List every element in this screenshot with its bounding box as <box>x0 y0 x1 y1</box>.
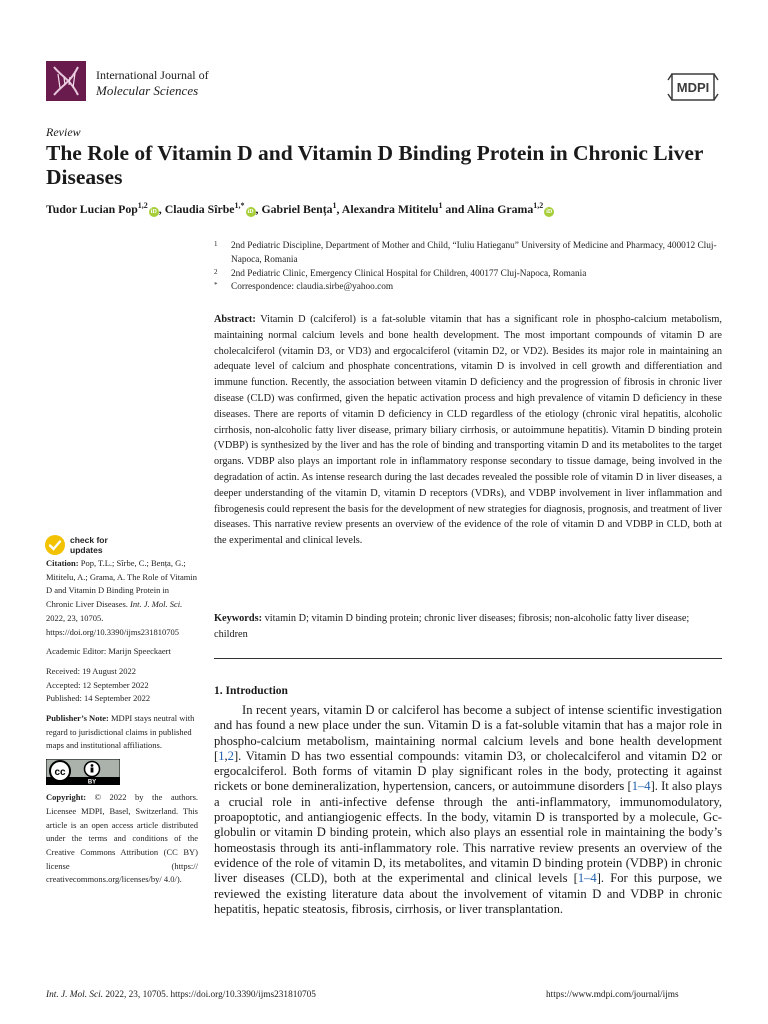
affiliations <box>214 240 724 295</box>
introduction-text: ]. For this purpose, we reviewed the existing literature data about the involvement of vitamin D and VDBP in chronic hepatitis, hepatic steatosis, fibrosis, cirrhosis, or liver transplantation. <box>214 871 722 916</box>
cc-by-text: BY <box>87 779 97 786</box>
abstract-label: Abstract: <box>214 314 256 325</box>
keywords <box>214 611 722 643</box>
citation-journal: Int. J. Mol. Sci. <box>130 599 183 610</box>
author-separator: , <box>336 201 342 216</box>
check-for-updates-label: check for updates <box>70 535 108 555</box>
affiliation-text: Correspondence: claudia.sirbe@yahoo.com <box>231 282 394 293</box>
author-affiliation-marker: 1,* <box>234 201 245 210</box>
introduction-text: In recent years, vitamin D or calciferol has become a subject of intense scientific investigation and has found a new place under the sun. Vitamin D is a fat-soluble vitamin that has a major role in phospho-calcium metabolism, maintaining normal calcium levels and bone health development [ <box>214 703 722 763</box>
journal-name-line2: Molecular Sciences <box>96 83 199 98</box>
abstract-text: Vitamin D (calciferol) is a fat-soluble vitamin that has a significant role in phospho-calcium metabolism, maintaining normal calcium levels and bone health development. The most important compounds of vitamin D are cholecalciferol (vitamin D3, or VD3) and ergocalciferol (vitamin D2, or VD2). Besides its major role in maintaining an adequate level of calcium and phosphate concentrations, vitamin D is involved in cell growth and differentiation and immune function. Recently, the association between vitamin D deficiency and the progression of fibrosis in chronic liver disease (CLD) was confirmed, given the hepatic activation process and high prevalence of vitamin D deficiency in these diseases. There are reports of vitamin D deficiency in CLD regardless of the etiology (chronic viral hepatitis, alcoholic cirrhosis, non-alcoholic fatty liver disease, primary biliary cirrhosis, or autoimmune hepatitis). Vitamin D binding protein (VDBP) is synthesized by the liver and has the role of binding and transporting vitamin D and its metabolites to the target organs. VDBP also plays an important role in inflammatory response secondary to tissue damage, being involved in the degradation of actin. As intense research during the last decades revealed the possible role of vitamin D in liver diseases, a deeper understanding of the vitamin D, vitamin D receptors (VDRs), and VDBP involvement in liver inflammation and fibrogenesis could represent the basis for the development of new strategies for diagnosis, prognosis, and treatment of liver diseases. This narrative review presents an overview of the evidence of the role of vitamin D and VDBP in CLD, both at the experimental and clinical levels. <box>214 314 722 547</box>
check-for-updates-icon <box>44 534 66 556</box>
affiliation-item <box>214 240 724 268</box>
received-date: Received: 19 August 2022 <box>46 665 136 676</box>
affiliation-marker: 1 <box>214 240 218 248</box>
introduction-paragraph <box>214 703 722 917</box>
journal-name <box>96 68 209 98</box>
affiliation-marker: 2 <box>214 267 218 276</box>
author-affiliation-marker: 1,2 <box>533 201 544 210</box>
abstract <box>214 312 722 549</box>
footer-citation <box>46 990 316 1000</box>
journal-name-line1: International Journal of <box>96 68 209 82</box>
affiliation-marker: * <box>214 281 218 290</box>
author-list <box>46 201 726 217</box>
copyright-text: © 2022 by the authors. Licensee MDPI, Basel, Switzerland. This article is an open access article distributed under the terms and conditions of the Creative Commons Attribution (CC BY) license (https:// creativecommons.org/licenses/by/ 4.0/). <box>46 792 199 885</box>
citation-reference-link[interactable]: 1–4 <box>631 779 651 794</box>
author-separator: , <box>255 201 262 216</box>
footer-citation-text: 2022, 23, 10705. https://doi.org/10.3390/ijms231810705 <box>105 990 316 1000</box>
citation-label: Citation: <box>46 558 79 568</box>
author-affiliation-marker: 1 <box>438 201 443 210</box>
journal-logo <box>46 61 86 101</box>
author-name[interactable]: Gabriel Bența <box>261 201 333 216</box>
author-name[interactable]: Alina Grama <box>466 201 534 216</box>
affiliation-item <box>214 268 724 282</box>
article-type: Review <box>46 125 81 139</box>
orcid-icon[interactable]: iD <box>546 208 553 215</box>
published-date: Published: 14 September 2022 <box>46 693 151 704</box>
affiliation-text: 2nd Pediatric Discipline, Department of Mother and Child, “Iuliu Hatieganu” University of Medicine and Pharmacy, 400012 Cluj-Napoca, Romania <box>231 241 717 265</box>
citation-reference-link[interactable]: 1–4 <box>577 871 597 886</box>
keywords-label: Keywords: <box>214 613 263 624</box>
introduction-text: ]. Vitamin D has two essential compounds: vitamin D3, or cholecalciferol and vitamin D2 or ergocalciferol. Both forms of vitamin D play significant roles in the body, protecting it against rickets or bone demineralization, hypertension, cancers, or autoimmune disorders [ <box>214 748 722 794</box>
affiliation-item <box>214 281 724 295</box>
introduction-body <box>214 703 722 917</box>
citation-reference-link[interactable]: 1 <box>218 748 225 763</box>
check-for-updates-button[interactable] <box>44 534 124 558</box>
mdpi-logo <box>666 70 720 104</box>
author-affiliation-marker: 1 <box>332 201 337 210</box>
citation-block <box>46 557 198 639</box>
section-divider <box>214 658 722 659</box>
copyright-label: Copyright: <box>46 792 87 803</box>
footer-journal-url[interactable]: https://www.mdpi.com/journal/ijms <box>546 990 679 1000</box>
article-info-sidebar <box>46 557 198 887</box>
author-name[interactable]: Alexandra Mititelu <box>341 201 439 216</box>
section-heading-introduction: 1. Introduction <box>214 685 288 697</box>
cc-icon-text: cc <box>54 767 66 779</box>
mdpi-logo-text: MDPI <box>676 80 710 95</box>
author-separator: and <box>442 201 467 216</box>
publisher-note-label: Publisher’s Note: <box>46 713 109 724</box>
introduction-text: ]. It also plays a crucial role in anti-infective defense through the anti-inflammatory, immunomodulatory, proapoptotic, and antiangiogenic effects. In the body, vitamin D is transported by a molecule, Gc-globulin or vitamin D binding protein, which also plays an essential role in maintaining the body’s homeostasis through its anti-inflammatory role. This narrative review presents an overview of the evidence of the role of vitamin D, its metabolites, and vitamin D binding protein (VDBP) in chronic liver diseases (CLD), both at the experimental and clinical levels [ <box>214 779 722 886</box>
introduction-text: , <box>224 748 228 763</box>
copyright-notice <box>46 791 198 887</box>
article-title: The Role of Vitamin D and Vitamin D Binding Protein in Chronic Liver Diseases <box>46 141 704 189</box>
orcid-icon[interactable]: iD <box>247 208 254 215</box>
publisher-note <box>46 712 198 753</box>
author-affiliation-marker: 1,2 <box>137 201 148 210</box>
accepted-date: Accepted: 12 September 2022 <box>46 679 149 690</box>
publisher-note-text: MDPI stays neutral with regard to jurisdictional claims in published maps and institutional affiliations. <box>46 713 195 751</box>
author-separator: , <box>158 201 165 216</box>
orcid-icon[interactable]: iD <box>150 208 157 215</box>
affiliation-text: 2nd Pediatric Clinic, Emergency Clinical Hospital for Children, 400177 Cluj-Napoca, Romania <box>231 268 587 279</box>
author-name[interactable]: Tudor Lucian Pop <box>46 201 138 216</box>
citation-reference-link[interactable]: 2 <box>227 748 234 763</box>
footer-journal-abbrev: Int. J. Mol. Sci. <box>46 990 104 1000</box>
keywords-text: vitamin D; vitamin D binding protein; chronic liver diseases; fibrosis; non-alcoholic fatty liver disease; children <box>214 613 690 640</box>
cc-by-license-icon[interactable] <box>46 759 120 785</box>
author-name[interactable]: Claudia Sîrbe <box>164 201 235 216</box>
citation-text: Pop, T.L.; Sîrbe, C.; Bența, G.; Mititelu, A.; Grama, A. The Role of Vitamin D and Vitamin D Binding Protein in Chronic Liver Diseases. <box>46 558 197 610</box>
academic-editor: Academic Editor: Marijn Speeckaert <box>46 646 171 657</box>
citation-doi[interactable]: 2022, 23, 10705. https://doi.org/10.3390/ijms231810705 <box>46 612 180 637</box>
